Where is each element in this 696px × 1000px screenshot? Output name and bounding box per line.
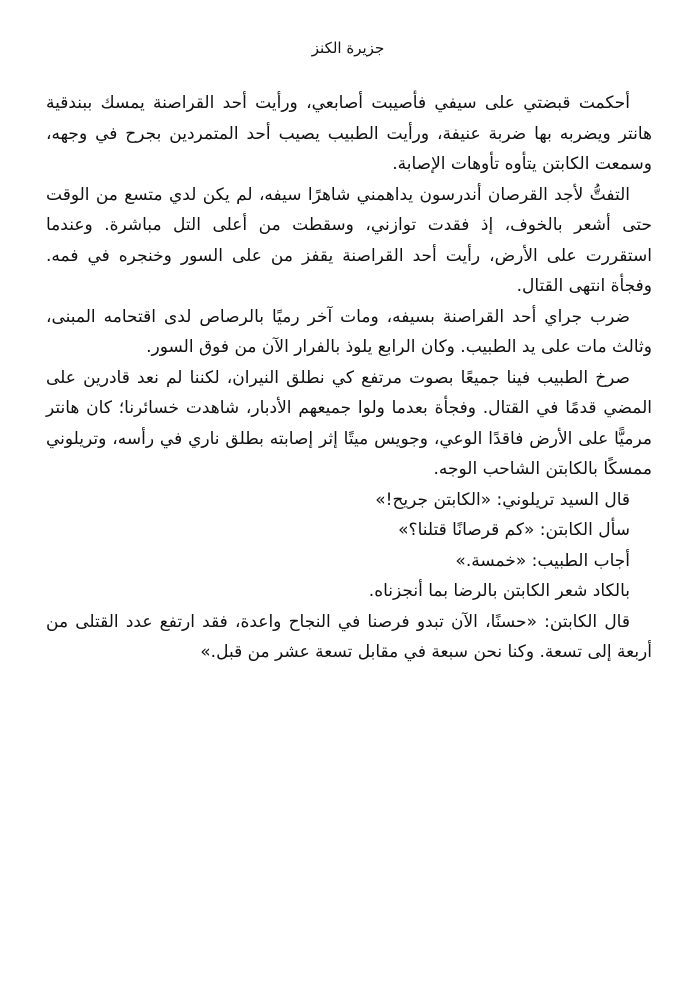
paragraph: ضرب جراي أحد القراصنة بسيفه، ومات آخر رميًا بالرصاص لدى اقتحامه المبنى، وثالث مات على يد الطبيب. وكان الرابع يلوذ بالفرار الآن من فوق السور. <box>46 306 652 357</box>
chapter-body <box>46 88 652 668</box>
paragraph: صرخ الطبيب فينا جميعًا بصوت مرتفع كي نطلق النيران، لكننا لم نعد قادرين على المضي قدمًا في القتال. وفجأة بعدما ولوا جميعهم الأدبار، شاهدت خسائرنا؛ كان هانتر مرميًّا على الأرض فاقدًا الوعي، وجويس ميتًا إثر إصابته بطلق ناري في رأسه، وتريلوني ممسكًا بالكابتن الشاحب الوجه. <box>46 367 652 479</box>
paragraph: بالكاد شعر الكابتن بالرضا بما أنجزناه. <box>368 581 630 601</box>
page-header-title: جزيرة الكنز <box>311 39 385 57</box>
dialogue-line: سأل الكابتن: «كم قرصانًا قتلنا؟» <box>398 520 630 540</box>
dialogue-line: قال الكابتن: «حسنًا، الآن تبدو فرصنا في النجاح واعدة، فقد ارتفع عدد القتلى من أربعة إلى تسعة. وكنا نحن سبعة في مقابل تسعة عشر من قبل.» <box>46 611 652 662</box>
paragraph: التفتُّ لأجد القرصان أندرسون يداهمني شاهرًا سيفه، لم يكن لدي متسع من الوقت حتى أشعر بالخوف، إذ فقدت توازني، وسقطت من أعلى التل مباشرة. وعندما استقررت على الأرض، رأيت أحد القراصنة يقفز من على السور وخنجره في فمه. وفجأة انتهى القتال. <box>46 184 652 296</box>
dialogue-line: أجاب الطبيب: «خمسة.» <box>455 550 630 571</box>
dialogue-line: قال السيد تريلوني: «الكابتن جريح!» <box>375 489 630 510</box>
paragraph: أحكمت قبضتي على سيفي فأصيبت أصابعي، ورأيت أحد القراصنة يمسك ببندقية هانتر ويضربه بها ضربة عنيفة، ورأيت الطبيب يصيب أحد المتمردين بجرح في وجهه، وسمعت الكابتن يتأوه تأوهات الإصابة. <box>46 93 652 174</box>
